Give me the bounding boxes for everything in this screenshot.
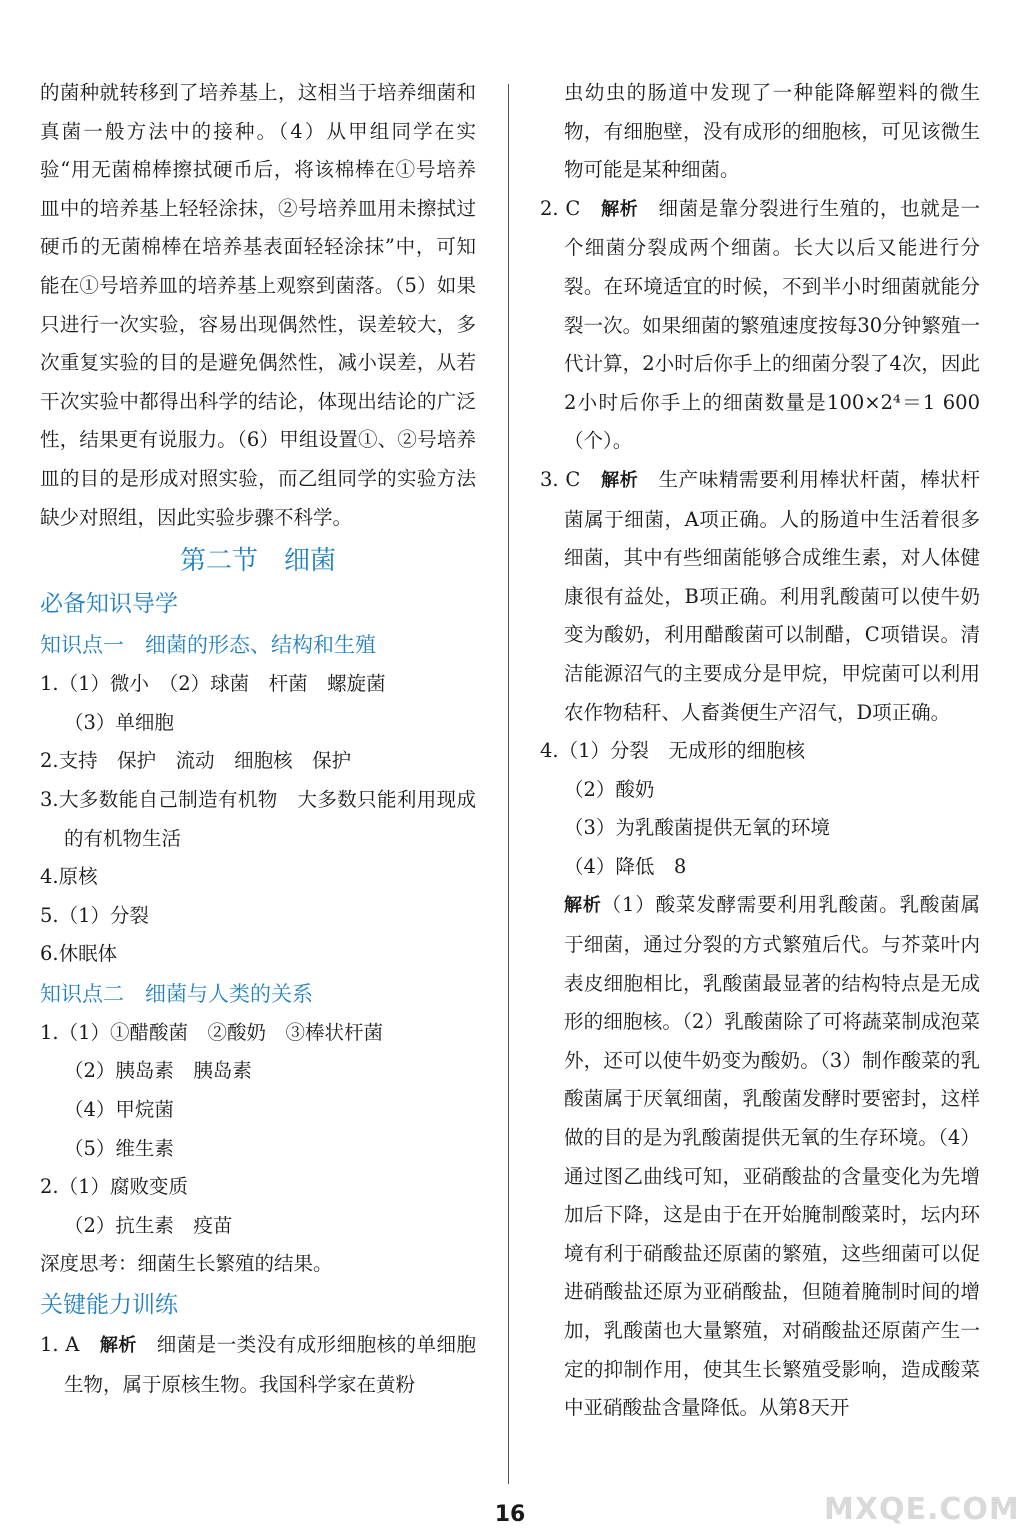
- q4-analysis-label: 解析: [564, 895, 602, 917]
- training-heading: 关键能力训练: [40, 1292, 178, 1319]
- kp1-item: 5.（1）分裂: [40, 903, 150, 927]
- kp2-item: （5）维生素: [64, 1136, 174, 1160]
- q2-answer: 2. C: [540, 196, 581, 220]
- watermark: MXQE.COM: [824, 1492, 1020, 1527]
- q1-continuation: 虫幼虫的肠道中发现了一种能降解塑料的微生物，有细胞壁，没有成形的细胞核，可见该微生物可能是某种细菌。: [564, 81, 980, 182]
- kp2-item: （2）抗生素 疫苗: [64, 1213, 233, 1237]
- q4-item: （2）酸奶: [564, 777, 655, 801]
- kp2-item: （2）胰岛素 胰岛素: [64, 1059, 252, 1083]
- kp2-item: 2.（1）腐败变质: [40, 1175, 189, 1199]
- q2-analysis-label: 解析: [601, 198, 639, 220]
- q4-item: 4.（1）分裂 无成形的细胞核: [540, 739, 806, 763]
- q1-answer: 1. A: [40, 1333, 80, 1357]
- q3-analysis-text: 生产味精需要利用棒状杆菌，棒状杆菌属于细菌，A项正确。人的肠道中生活着很多细菌，其中有些细菌能够合成维生素，对人体健康很有益处，B项正确。利用乳酸菌可以使牛奶变为酸奶，利用醋酸菌可以制醋，C项错误。清洁能源沼气的主要成分是甲烷，甲烷菌可以利用农作物秸秆、人畜粪便生产沼气，D项正确。: [564, 467, 980, 724]
- kp2-item: 1.（1）①醋酸菌 ②酸奶 ③棒状杆菌: [40, 1020, 384, 1044]
- kp1-item: 6.休眠体: [40, 942, 118, 966]
- question-3: [540, 461, 980, 732]
- question-2: [540, 190, 980, 461]
- q4-item: （3）为乳酸菌提供无氧的环境: [564, 816, 830, 840]
- q2-analysis-text: 细菌是靠分裂进行生殖的，也就是一个细菌分裂成两个细菌。长大以后又能进行分裂。在环境适宜的时候，不到半小时细菌就能分裂一次。如果细菌的繁殖速度按每30分钟繁殖一代计算，2小时后你手上的细菌分裂了4次，因此2小时后你手上的细菌数量是100×2⁴＝1 600（个）。: [564, 196, 980, 453]
- q3-answer: 3. C: [540, 467, 581, 491]
- knowledge-point-2-heading: 知识点二 细菌与人类的关系: [40, 981, 313, 1006]
- section-title: 第二节 细菌: [179, 546, 336, 577]
- kp1-item: 3.大多数能自己制造有机物 大多数只能利用现成的有机物生活: [40, 787, 476, 850]
- kp1-item: 1.（1）微小 （2）球菌 杆菌 螺旋菌: [40, 672, 386, 696]
- q3-analysis-label: 解析: [601, 469, 639, 491]
- q4-analysis: [540, 886, 980, 1427]
- column-divider: [508, 84, 509, 1484]
- q1-analysis-text: 细菌是一类没有成形细胞核的单细胞生物，属于原核生物。我国科学家在黄粉: [64, 1333, 476, 1396]
- question-1: [40, 1326, 476, 1404]
- kp1-item: 2.支持 保护 流动 细胞核 保护: [40, 749, 352, 773]
- left-column: [40, 74, 476, 1404]
- q1-analysis-label: 解析: [99, 1335, 137, 1357]
- kp1-item: （3）单细胞: [64, 710, 174, 734]
- knowledge-point-1-heading: 知识点一 细菌的形态、结构和生殖: [40, 633, 376, 658]
- q4-item: （4）降低 8: [564, 854, 687, 878]
- kp1-item: 4.原核: [40, 865, 98, 889]
- kp2-item: （4）甲烷菌: [64, 1098, 174, 1122]
- intro-paragraph: 的菌种就转移到了培养基上，这相当于培养细菌和真菌一般方法中的接种。（4）从甲组同学在实验“用无菌棉棒擦拭硬币后，将该棉棒在①号培养皿中的培养基上轻轻涂抹，②号培养皿用未擦拭过硬币的无菌棉棒在培养基表面轻轻涂抹”中，可知能在①号培养皿的培养基上观察到菌落。（5）如果只进行一次实验，容易出现偶然性，误差较大，多次重复实验的目的是避免偶然性，减小误差，从若干次实验中都得出科学的结论，体现出结论的广泛性，结果更有说服力。（6）甲组设置①、②号培养皿的目的是形成对照实验，而乙组同学的实验方法缺少对照组，因此实验步骤不科学。: [40, 81, 476, 529]
- right-column: [540, 74, 980, 1428]
- guide-heading: 必备知识导学: [40, 591, 178, 618]
- deep-thinking: 深度思考：细菌生长繁殖的结果。: [40, 1252, 333, 1276]
- page-number: 16: [494, 1502, 526, 1527]
- q4-analysis-text: （1）酸菜发酵需要利用乳酸菌。乳酸菌属于细菌，通过分裂的方式繁殖后代。与芥菜叶内表皮细胞相比，乳酸菌最显著的结构特点是无成形的细胞核。（2）乳酸菌除了可将蔬菜制成泡菜外，还可以使牛奶变为酸奶。（3）制作酸菜的乳酸菌属于厌氧细菌，乳酸菌发酵时要密封，这样做的目的是为乳酸菌提供无氧的生存环境。（4）通过图乙曲线可知，亚硝酸盐的含量变化为先增加后下降，这是由于在开始腌制酸菜时，坛内环境有利于硝酸盐还原菌的繁殖，这些细菌可以促进硝酸盐还原为亚硝酸盐，但随着腌制时间的增加，乳酸菌也大量繁殖，对硝酸盐还原菌产生一定的抑制作用，使其生长繁殖受影响，造成酸菜中亚硝酸盐含量降低。从第8天开: [564, 893, 980, 1420]
